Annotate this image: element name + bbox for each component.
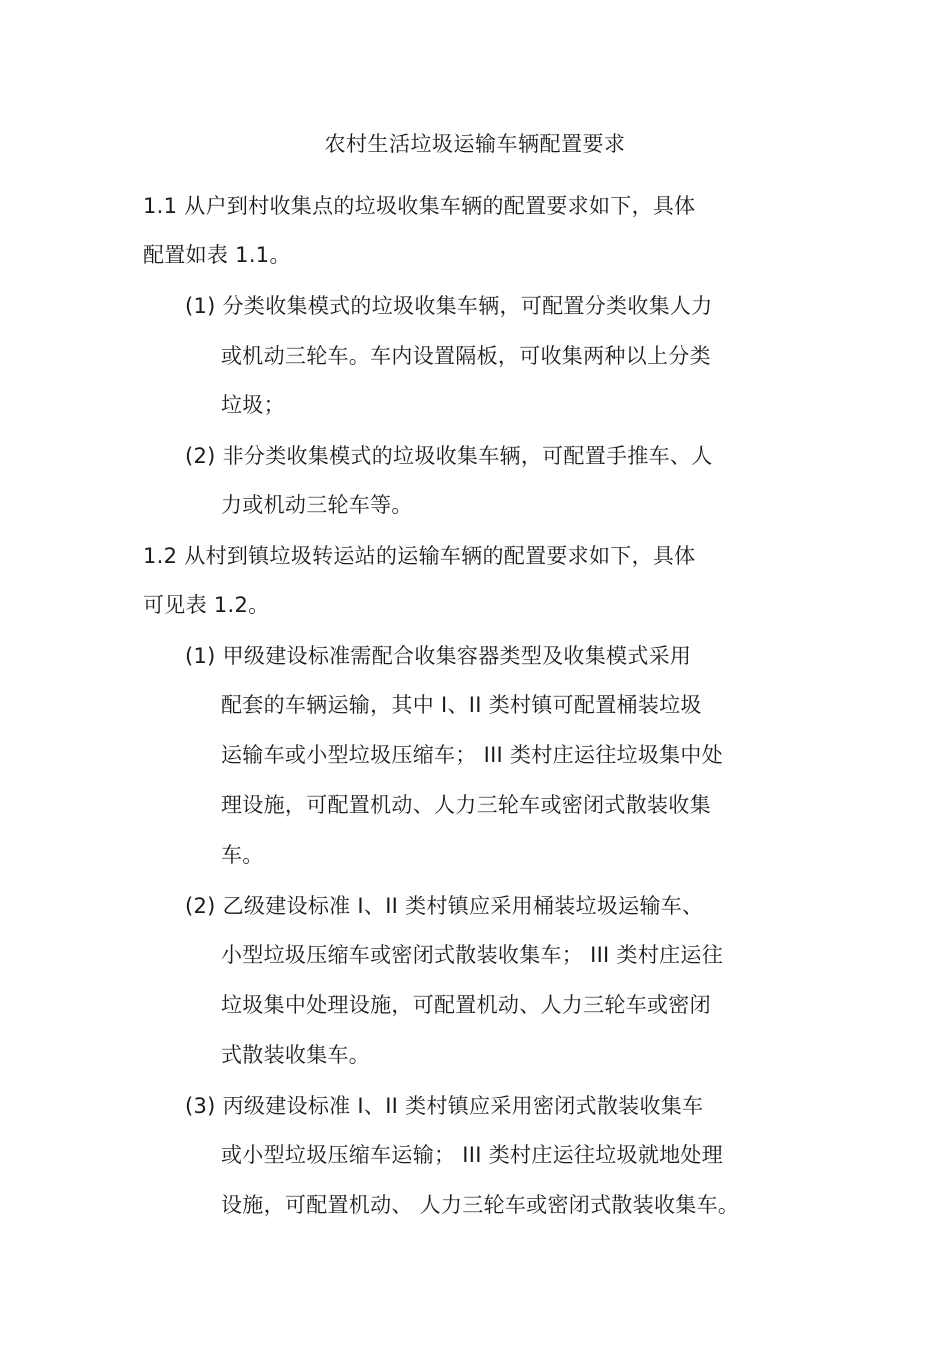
section-1-2-item-2-line-4: 式散装收集车。 [221,1043,371,1067]
document-title: 农村生活垃圾运输车辆配置要求 [324,132,626,156]
section-1-1-line-2: 配置如表 1.1。 [143,243,291,267]
section-1-2-line-2: 可见表 1.2。 [143,593,270,617]
section-1-2-item-2-line-1: (2) 乙级建设标准 I、II 类村镇应采用桶装垃圾运输车、 [185,894,704,918]
section-1-2-item-1-line-3: 运输车或小型垃圾压缩车； III 类村庄运往垃圾集中处 [221,743,724,767]
section-1-2-item-1-line-4: 理设施，可配置机动、人力三轮车或密闭式散装收集 [221,793,711,817]
section-1-2-item-2-line-2: 小型垃圾压缩车或密闭式散装收集车； III 类村庄运往 [221,943,724,967]
section-1-2-item-2-line-3: 垃圾集中处理设施，可配置机动、人力三轮车或密闭 [221,993,711,1017]
section-1-2-item-3-line-1: (3) 丙级建设标准 I、II 类村镇应采用密闭式散装收集车 [185,1094,704,1118]
section-1-1-item-1-line-3: 垃圾； [221,393,285,417]
section-1-2-item-3-line-2: 或小型垃圾压缩车运输； III 类村庄运往垃圾就地处理 [221,1143,724,1167]
section-1-1-item-2-line-1: (2) 非分类收集模式的垃圾收集车辆，可配置手推车、人 [185,444,713,468]
section-1-2-line-1: 1.2 从村到镇垃圾转运站的运输车辆的配置要求如下，具体 [143,544,696,568]
section-1-2-item-1-line-5: 车。 [221,843,264,867]
section-1-2-item-3-line-3: 设施，可配置机动、 人力三轮车或密闭式散装收集车。 [221,1193,740,1217]
section-1-1-item-2-line-2: 力或机动三轮车等。 [221,493,413,517]
section-1-2-item-1-line-1: (1) 甲级建设标准需配合收集容器类型及收集模式采用 [185,644,692,668]
section-1-1-line-1: 1.1 从户到村收集点的垃圾收集车辆的配置要求如下，具体 [143,194,696,218]
section-1-2-item-1-line-2: 配套的车辆运输，其中 I、II 类村镇可配置桶装垃圾 [221,693,702,717]
section-1-1-item-1-line-1: (1) 分类收集模式的垃圾收集车辆，可配置分类收集人力 [185,294,713,318]
section-1-1-item-1-line-2: 或机动三轮车。车内设置隔板，可收集两种以上分类 [221,344,711,368]
